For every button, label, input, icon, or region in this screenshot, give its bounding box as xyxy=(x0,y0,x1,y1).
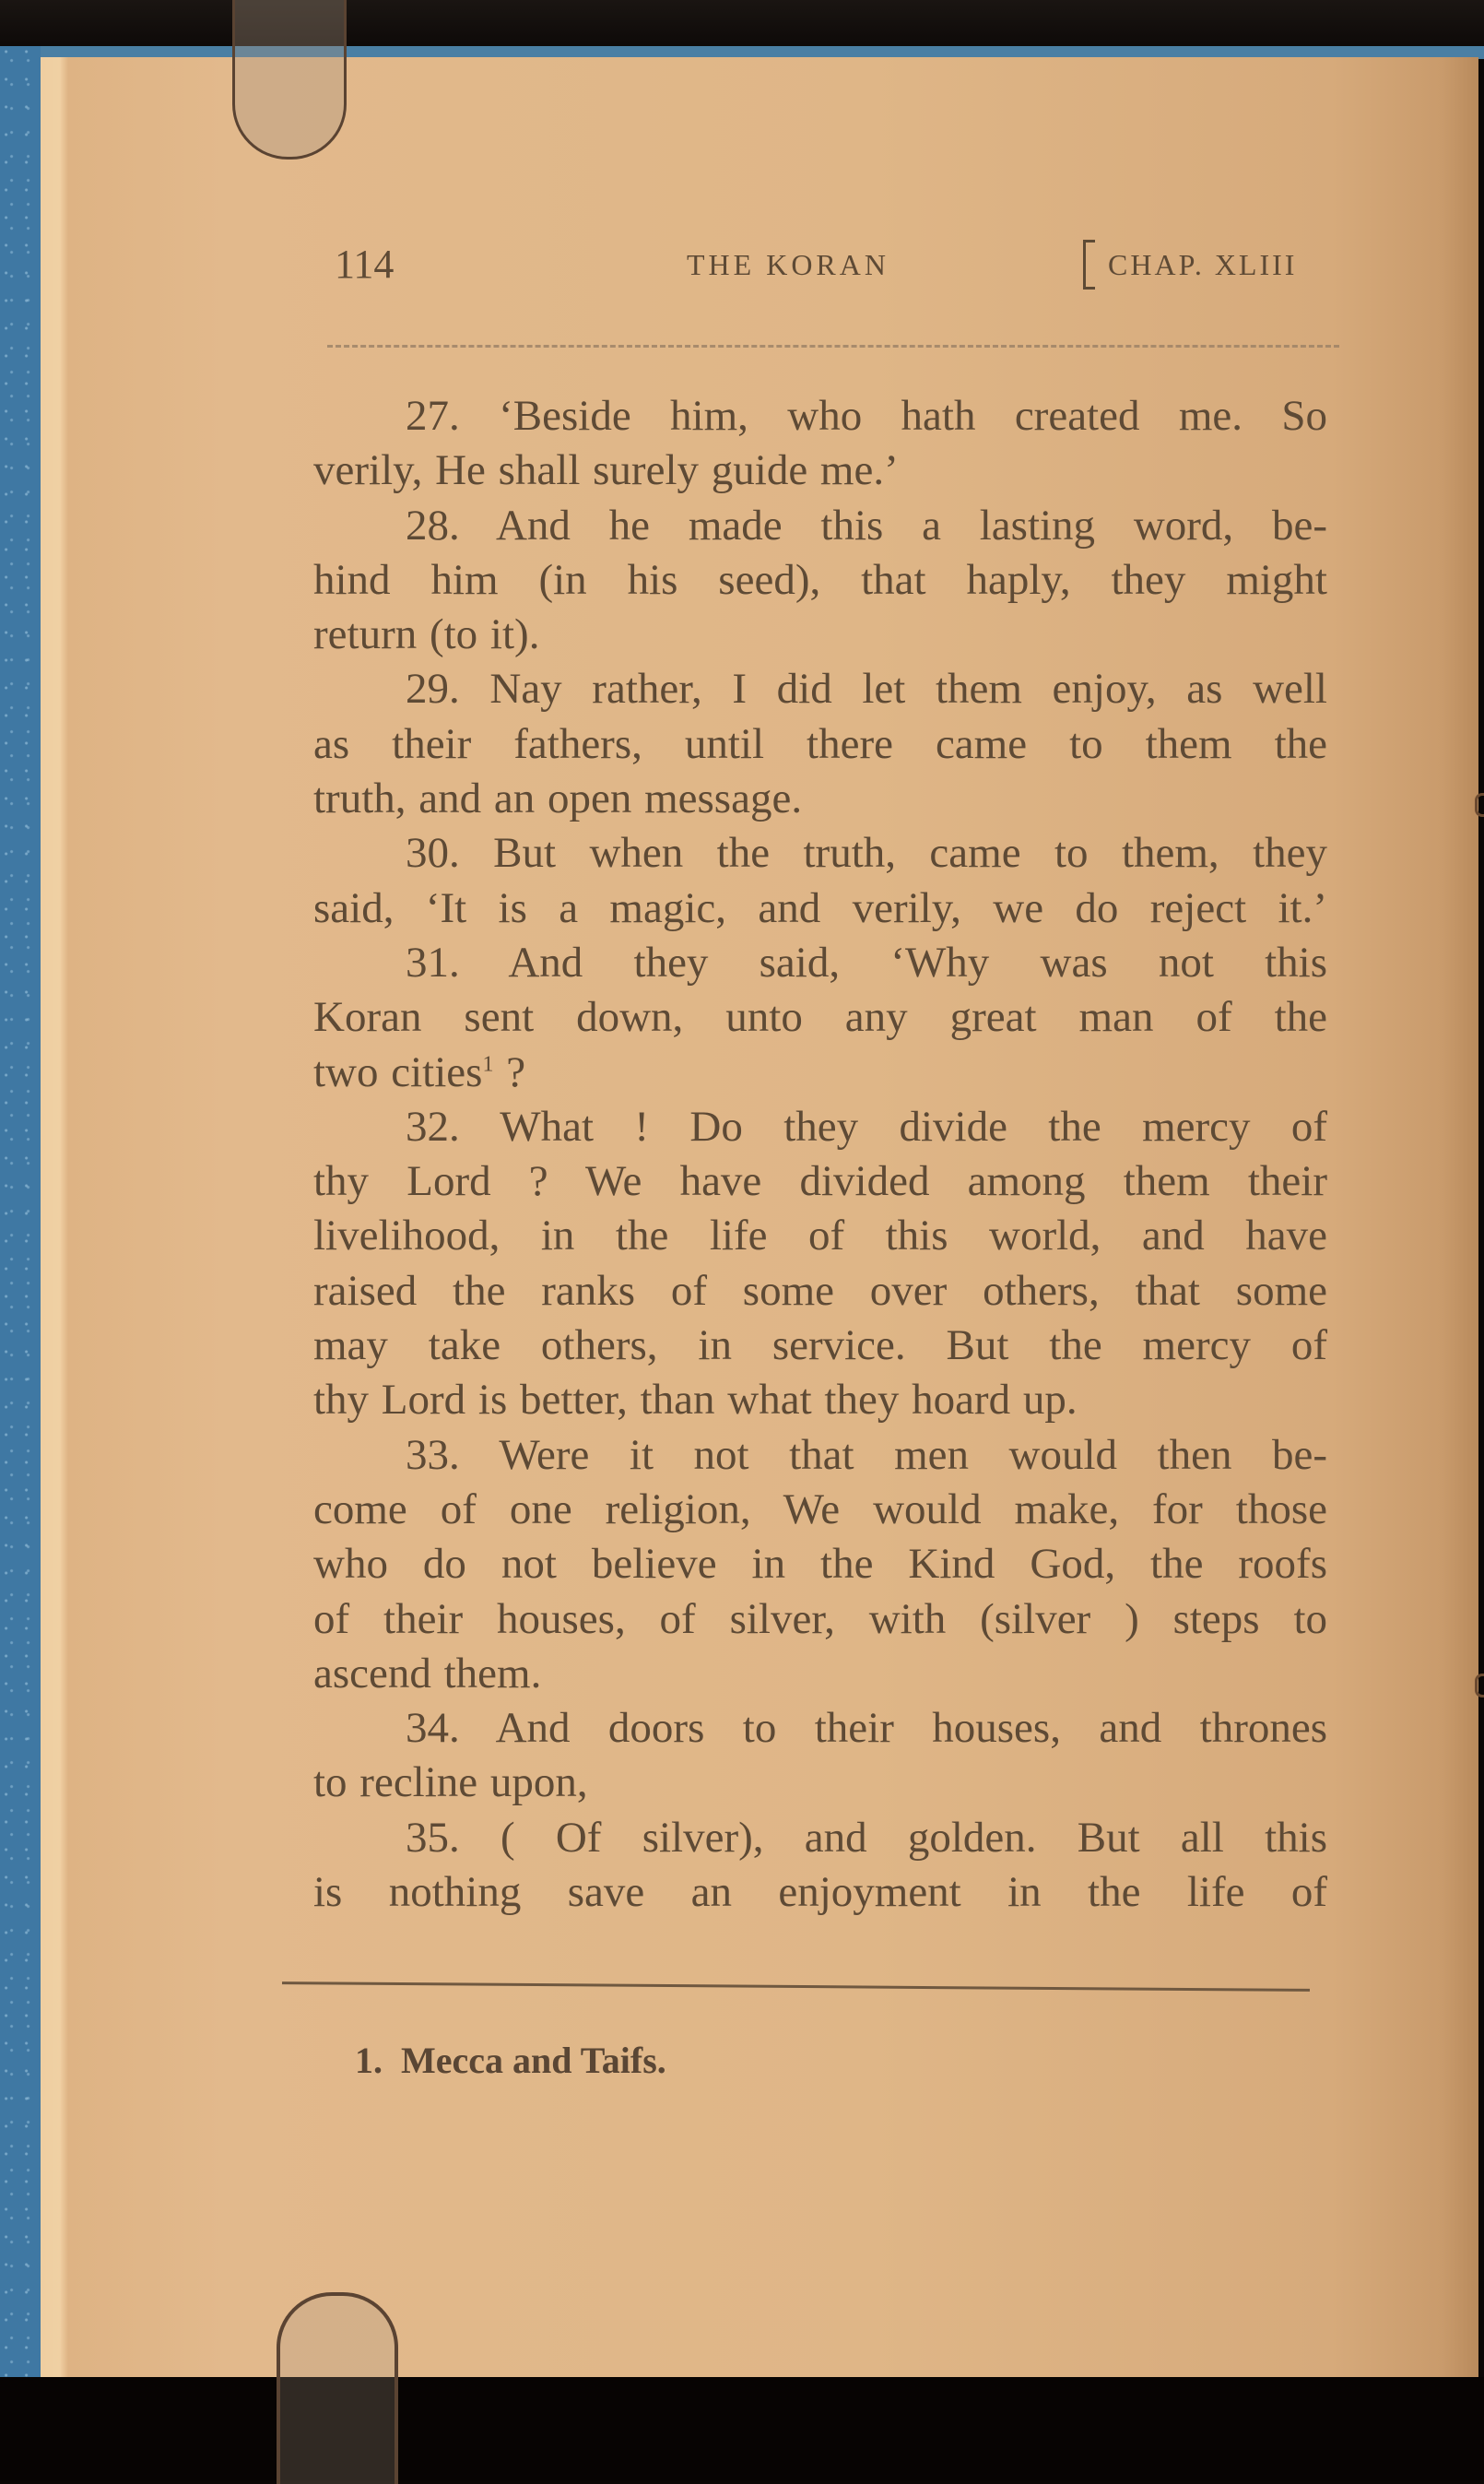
text-line-content: thy Lord is better, than what they hoard up. xyxy=(313,1376,1078,1425)
text-line-content: 28. And he made this a lasting word, be- xyxy=(406,501,1327,550)
text-line xyxy=(313,1428,1327,1483)
page-gutter-edge xyxy=(41,57,61,2381)
footnote-reference: 1 xyxy=(482,1051,494,1076)
text-line xyxy=(313,1592,1327,1647)
text-line xyxy=(313,1154,1327,1209)
text-line xyxy=(313,1483,1327,1537)
running-title: THE KORAN xyxy=(687,248,889,281)
text-line-content: 29. Nay rather, I did let them enjoy, as well xyxy=(406,665,1327,714)
chapter-heading xyxy=(1083,242,1297,288)
text-line-content: raised the ranks of some over others, that some xyxy=(313,1266,1327,1315)
text-line xyxy=(313,990,1327,1045)
text-line xyxy=(313,389,1327,444)
text-line xyxy=(313,553,1327,608)
text-line-content: 30. But when the truth, came to them, they xyxy=(406,829,1327,878)
bracket-mark xyxy=(1083,240,1095,290)
text-line-content: 33. Were it not that men would then be- xyxy=(406,1430,1327,1479)
text-line-content: 32. What ! Do they divide the mercy of xyxy=(406,1102,1327,1151)
text-line-content: to recline upon, xyxy=(313,1758,588,1807)
text-line-content: Koran sent down, unto any great man of the xyxy=(313,993,1327,1042)
text-line-suffix: ? xyxy=(493,1047,526,1096)
text-line xyxy=(313,1100,1327,1154)
chapter-label: CHAP. XLIII xyxy=(1108,248,1298,281)
verse-text xyxy=(313,389,1327,1920)
page-edge-mark xyxy=(1475,793,1484,817)
text-line xyxy=(313,1373,1327,1427)
text-line-content: two cities xyxy=(313,1047,483,1096)
text-line xyxy=(313,772,1327,826)
text-line-content: thy Lord ? We have divided among them their xyxy=(313,1157,1327,1206)
text-line-content: return (to it). xyxy=(313,610,540,659)
text-line xyxy=(313,1046,1327,1100)
text-line-content: of their houses, of silver, with (silver ) steps to xyxy=(313,1594,1327,1643)
text-line xyxy=(313,1537,1327,1591)
page-clip-bottom-icon xyxy=(277,2292,398,2484)
text-line-content: who do not believe in the Kind God, the roofs xyxy=(313,1540,1327,1589)
text-line xyxy=(313,444,1327,498)
footnote xyxy=(355,2038,666,2084)
text-line-content: livelihood, in the life of this world, and have xyxy=(313,1212,1327,1260)
text-line-content: truth, and an open message. xyxy=(313,775,803,823)
text-line xyxy=(313,826,1327,881)
footnote-marker: 1. xyxy=(355,2040,383,2081)
text-line xyxy=(313,608,1327,662)
text-line xyxy=(313,881,1327,936)
text-line xyxy=(313,1756,1327,1810)
text-line-content: come of one religion, We would make, for those xyxy=(313,1484,1327,1533)
text-line-content: verily, He shall surely guide me.’ xyxy=(313,446,899,495)
text-line-content: ascend them. xyxy=(313,1649,542,1697)
text-line xyxy=(313,1811,1327,1865)
text-line-content: 35. ( Of silver), and golden. But all this xyxy=(406,1813,1327,1862)
text-line xyxy=(313,1865,1327,1920)
text-line xyxy=(313,936,1327,990)
text-line xyxy=(313,1264,1327,1319)
footnote-text: Mecca and Taifs. xyxy=(401,2040,666,2081)
text-line xyxy=(313,662,1327,716)
text-line-content: 31. And they said, ‘Why was not this xyxy=(406,938,1327,987)
text-line xyxy=(313,1319,1327,1373)
page-number: 114 xyxy=(335,242,395,287)
book-cover-binding xyxy=(0,46,41,2379)
page-clip-top-icon xyxy=(232,0,347,160)
text-line xyxy=(313,717,1327,772)
text-line-content: said, ‘It is a magic, and verily, we do reject it.’ xyxy=(313,883,1327,932)
text-line xyxy=(313,1209,1327,1263)
text-line-content: 27. ‘Beside him, who hath created me. So xyxy=(406,392,1327,440)
header-rule xyxy=(327,345,1339,348)
text-line-content: as their fathers, until there came to them the xyxy=(313,719,1327,768)
text-line-content: 34. And doors to their houses, and thrones xyxy=(406,1704,1327,1753)
text-line xyxy=(313,499,1327,553)
text-line-content: hind him (in his seed), that haply, they might xyxy=(313,555,1327,604)
text-line xyxy=(313,1701,1327,1756)
text-line xyxy=(313,1647,1327,1701)
page-edge-mark xyxy=(1475,1674,1484,1697)
text-line-content: is nothing save an enjoyment in the life of xyxy=(313,1868,1327,1917)
text-line-content: may take others, in service. But the mercy of xyxy=(313,1321,1327,1370)
scan-background-bottom xyxy=(0,2377,1484,2480)
